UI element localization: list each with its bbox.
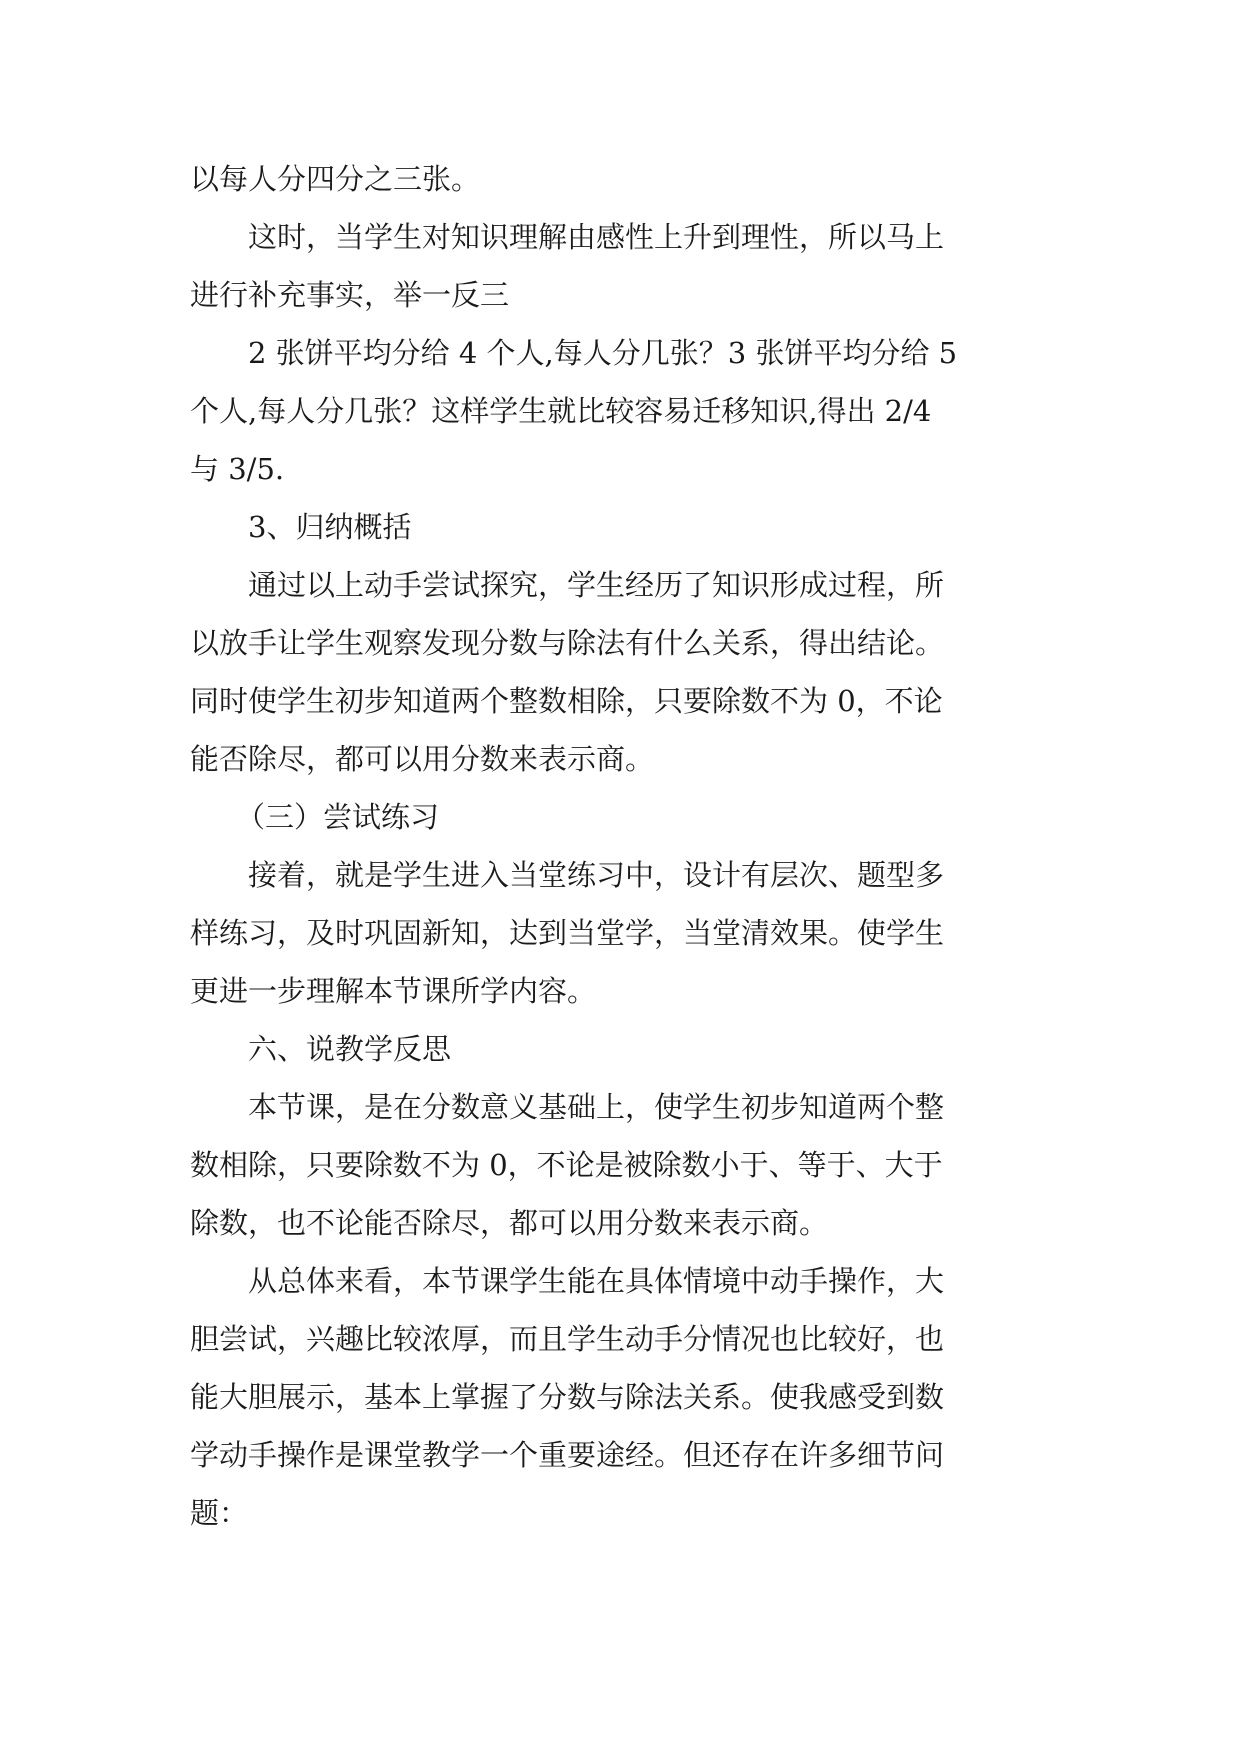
paragraph-summary bbox=[190, 556, 1070, 788]
text-line: 除数，也不论能否除尽，都可以用分数来表示商。 bbox=[190, 1206, 829, 1240]
document-body bbox=[190, 150, 1070, 1542]
heading-text: （三）尝试练习 bbox=[236, 800, 440, 834]
text-line: 能否除尽，都可以用分数来表示商。 bbox=[190, 742, 655, 776]
text-line: 2 张饼平均分给 4 个人,每人分几张？3 张饼平均分给 5 bbox=[248, 336, 958, 370]
paragraph-reflection bbox=[190, 1078, 1070, 1252]
text-line: 更进一步理解本节课所学内容。 bbox=[190, 974, 597, 1008]
paragraph-continuation bbox=[190, 150, 1070, 208]
text-line: 题： bbox=[190, 1496, 249, 1530]
text-line: 通过以上动手尝试探究，学生经历了知识形成过程，所 bbox=[248, 568, 945, 602]
text-line: 以每人分四分之三张。 bbox=[190, 162, 481, 196]
text-line: 个人,每人分几张？这样学生就比较容易迁移知识,得出 2/4 bbox=[190, 394, 932, 428]
text-line: 进行补充事实，举一反三 bbox=[190, 278, 510, 312]
heading-text: 3、归纳概括 bbox=[248, 510, 412, 544]
text-line: 接着，就是学生进入当堂练习中，设计有层次、题型多 bbox=[248, 858, 945, 892]
paragraph-overall bbox=[190, 1252, 1070, 1542]
text-line: 胆尝试，兴趣比较浓厚，而且学生动手分情况也比较好，也 bbox=[190, 1322, 945, 1356]
section-heading bbox=[190, 1020, 1070, 1078]
paragraph-practice bbox=[190, 846, 1070, 1020]
section-heading bbox=[190, 498, 1070, 556]
paragraph-supplement bbox=[190, 208, 1070, 324]
heading-text: 六、说教学反思 bbox=[248, 1032, 452, 1066]
text-line: 从总体来看，本节课学生能在具体情境中动手操作，大 bbox=[248, 1264, 945, 1298]
text-line: 样练习，及时巩固新知，达到当堂学，当堂清效果。使学生 bbox=[190, 916, 945, 950]
text-line: 能大胆展示，基本上掌握了分数与除法关系。使我感受到数 bbox=[190, 1380, 945, 1414]
section-heading bbox=[190, 788, 1070, 846]
text-line: 学动手操作是课堂教学一个重要途经。但还存在许多细节问 bbox=[190, 1438, 945, 1472]
text-line: 本节课，是在分数意义基础上，使学生初步知道两个整 bbox=[248, 1090, 945, 1124]
text-line: 以放手让学生观察发现分数与除法有什么关系，得出结论。 bbox=[190, 626, 945, 660]
text-line: 数相除，只要除数不为 0，不论是被除数小于、等于、大于 bbox=[190, 1148, 943, 1182]
text-line: 这时，当学生对知识理解由感性上升到理性，所以马上 bbox=[248, 220, 945, 254]
paragraph-example bbox=[190, 324, 1070, 498]
text-line: 与 3/5. bbox=[190, 452, 285, 486]
text-line: 同时使学生初步知道两个整数相除，只要除数不为 0，不论 bbox=[190, 684, 943, 718]
